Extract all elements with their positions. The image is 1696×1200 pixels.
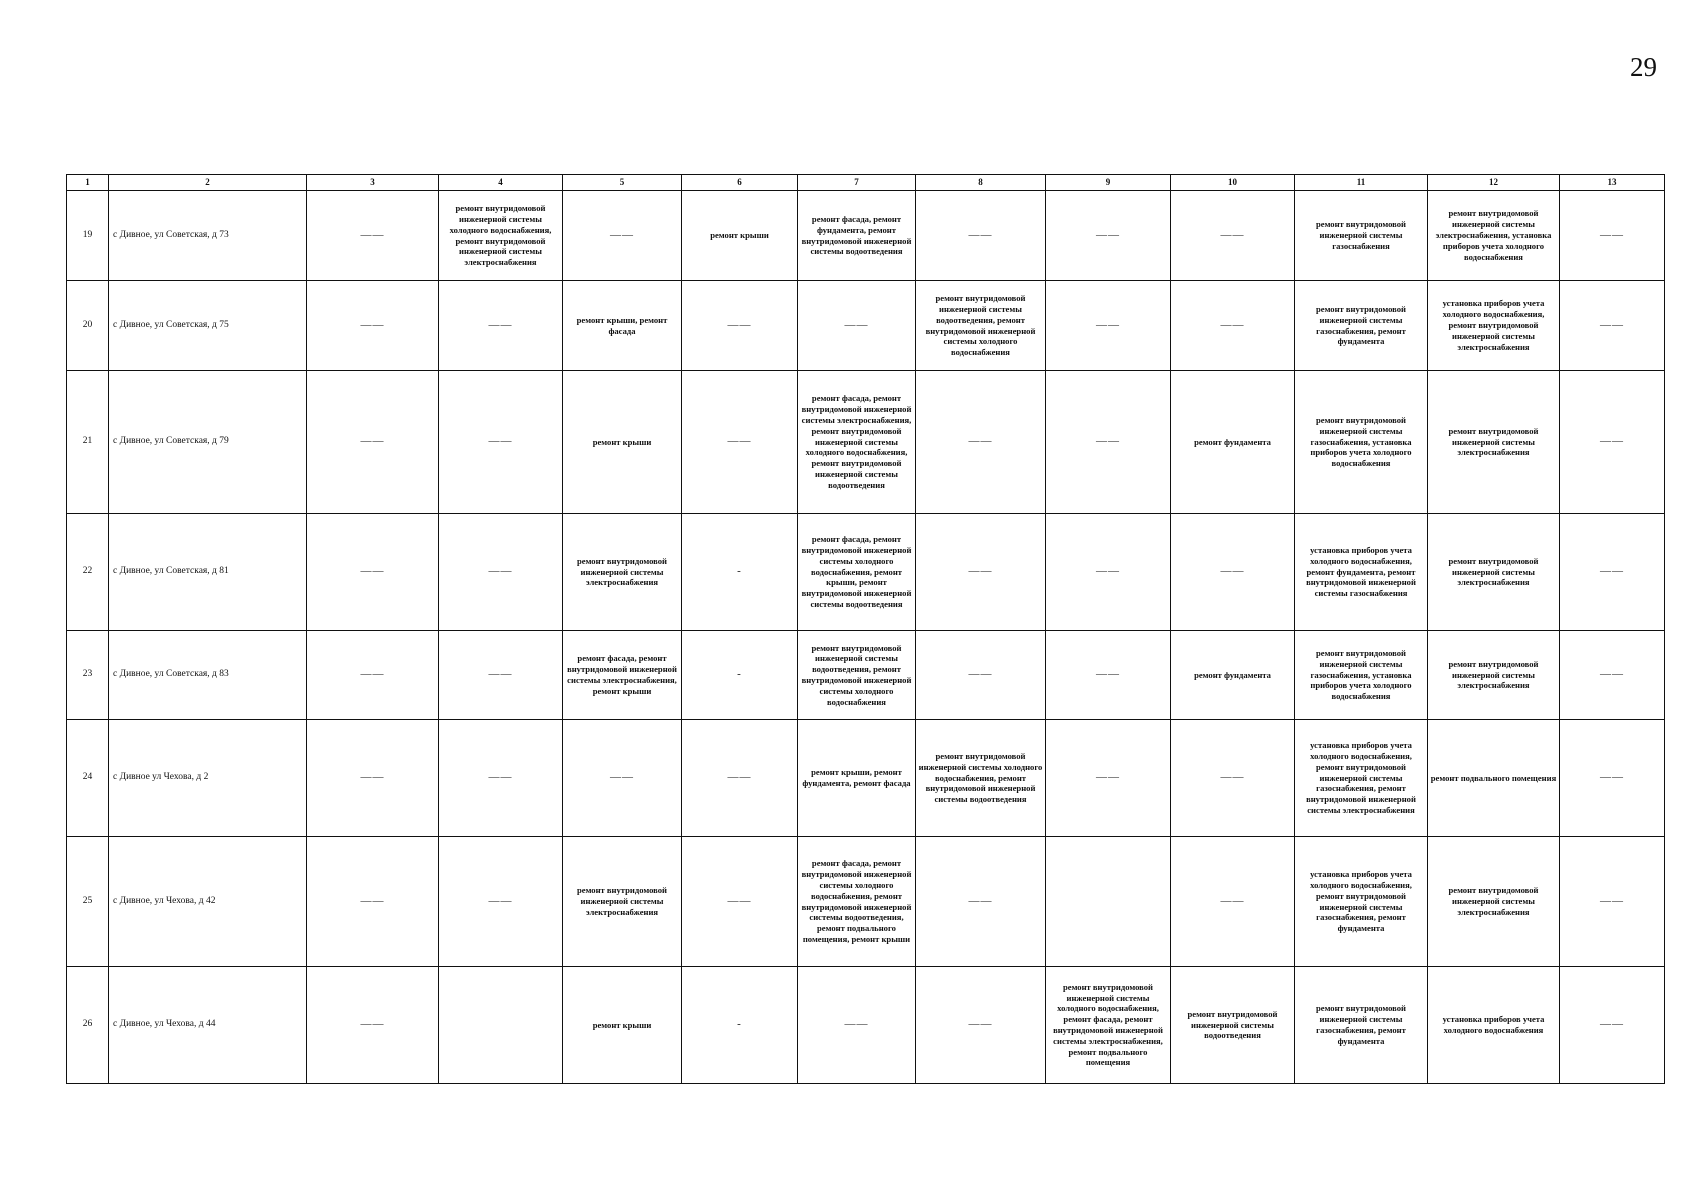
work-type-cell: ремонт фасада, ремонт внутридомовой инженерной системы холодного водоснабжения, ремонт внутридомовой инженерной системы водоотведения, ремонт подвального помещения, ремонт крыши (798, 837, 916, 967)
column-number-header: 12 (1428, 175, 1560, 191)
work-type-cell: —— (1171, 720, 1295, 837)
work-type-cell: —— (307, 631, 439, 720)
work-type-cell: установка приборов учета холодного водоснабжения, ремонт внутридомовой инженерной системы электроснабжения (1428, 281, 1560, 371)
table-row (67, 631, 1665, 720)
table-row (67, 281, 1665, 371)
work-type-cell: —— (439, 371, 563, 514)
address-cell: с Дивное, ул Чехова, д 42 (109, 837, 307, 967)
work-type-cell: —— (682, 281, 798, 371)
work-type-cell: ремонт внутридомовой инженерной системы водоотведения, ремонт внутридомовой инженерной системы холодного водоснабжения (916, 281, 1046, 371)
column-number-row (67, 175, 1665, 191)
work-type-cell: —— (1046, 191, 1171, 281)
work-type-cell: —— (916, 371, 1046, 514)
work-type-cell: —— (307, 281, 439, 371)
page-number: 29 (1630, 52, 1657, 82)
row-number-cell: 23 (67, 631, 109, 720)
work-type-cell: —— (916, 631, 1046, 720)
work-type-cell: —— (1046, 631, 1171, 720)
work-type-cell: - (682, 514, 798, 631)
work-type-cell: —— (1560, 514, 1665, 631)
work-type-cell: ремонт подвального помещения (1428, 720, 1560, 837)
work-type-cell: ремонт крыши (682, 191, 798, 281)
table-row (67, 720, 1665, 837)
work-type-cell: ремонт фундамента (1171, 631, 1295, 720)
row-number-cell: 19 (67, 191, 109, 281)
work-type-cell: ремонт внутридомовой инженерной системы водоотведения, ремонт внутридомовой инженерной системы холодного водоснабжения (798, 631, 916, 720)
address-cell: с Дивное, ул Советская, д 73 (109, 191, 307, 281)
work-type-cell: —— (307, 837, 439, 967)
work-type-cell: ремонт крыши, ремонт фасада (563, 281, 682, 371)
table-row (67, 371, 1665, 514)
work-type-cell: ремонт фасада, ремонт внутридомовой инженерной системы электроснабжения, ремонт крыши (563, 631, 682, 720)
work-type-cell: ремонт крыши (563, 371, 682, 514)
work-type-cell: —— (307, 514, 439, 631)
address-cell: с Дивное, ул Советская, д 79 (109, 371, 307, 514)
repair-schedule-table (66, 174, 1665, 1084)
column-number-header: 2 (109, 175, 307, 191)
work-type-cell: —— (916, 837, 1046, 967)
work-type-cell: —— (1171, 281, 1295, 371)
work-type-cell: —— (798, 281, 916, 371)
column-number-header: 11 (1295, 175, 1428, 191)
column-number-header: 7 (798, 175, 916, 191)
row-number-cell: 26 (67, 967, 109, 1084)
work-type-cell: —— (439, 837, 563, 967)
work-type-cell: —— (563, 191, 682, 281)
work-type-cell: —— (916, 191, 1046, 281)
work-type-cell: —— (1560, 720, 1665, 837)
work-type-cell: —— (916, 967, 1046, 1084)
work-type-cell: установка приборов учета холодного водоснабжения, ремонт внутридомовой инженерной системы газоснабжения, ремонт внутридомовой инженерной системы электроснабжения (1295, 720, 1428, 837)
column-number-header: 10 (1171, 175, 1295, 191)
work-type-cell: ремонт внутридомовой инженерной системы газоснабжения, установка приборов учета холодного водоснабжения (1295, 631, 1428, 720)
address-cell: с Дивное, ул Советская, д 75 (109, 281, 307, 371)
work-type-cell: —— (307, 967, 439, 1084)
work-type-cell: - (682, 631, 798, 720)
work-type-cell: ремонт фасада, ремонт внутридомовой инженерной системы электроснабжения, ремонт внутридомовой инженерной системы холодного водоснабжения, ремонт внутридомовой инженерной системы водоотведения (798, 371, 916, 514)
work-type-cell: —— (439, 631, 563, 720)
work-type-cell: ремонт внутридомовой инженерной системы газоснабжения, ремонт фундамента (1295, 281, 1428, 371)
work-type-cell: ремонт внутридомовой инженерной системы газоснабжения, установка приборов учета холодного водоснабжения (1295, 371, 1428, 514)
address-cell: с Дивное, ул Советская, д 81 (109, 514, 307, 631)
row-number-cell: 21 (67, 371, 109, 514)
work-type-cell: установка приборов учета холодного водоснабжения, ремонт фундамента, ремонт внутридомовой инженерной системы газоснабжения (1295, 514, 1428, 631)
table-row (67, 514, 1665, 631)
work-type-cell: —— (682, 837, 798, 967)
work-type-cell: —— (563, 720, 682, 837)
work-type-cell: —— (307, 371, 439, 514)
work-type-cell: ремонт внутридомовой инженерной системы электроснабжения (1428, 631, 1560, 720)
work-type-cell (439, 967, 563, 1084)
work-type-cell: —— (1560, 371, 1665, 514)
address-cell: с Дивное, ул Чехова, д 44 (109, 967, 307, 1084)
work-type-cell: ремонт внутридомовой инженерной системы холодного водоснабжения, ремонт фасада, ремонт внутридомовой инженерной системы электроснабжения, ремонт подвального помещения (1046, 967, 1171, 1084)
work-type-cell: ремонт внутридомовой инженерной системы электроснабжения (1428, 514, 1560, 631)
work-type-cell: —— (1046, 720, 1171, 837)
address-cell: с Дивное, ул Советская, д 83 (109, 631, 307, 720)
work-type-cell: —— (682, 371, 798, 514)
table-row (67, 837, 1665, 967)
table-body (67, 175, 1665, 1084)
row-number-cell: 24 (67, 720, 109, 837)
work-type-cell: —— (798, 967, 916, 1084)
work-type-cell: —— (1560, 631, 1665, 720)
work-type-cell: ремонт внутридомовой инженерной системы электроснабжения (563, 837, 682, 967)
work-type-cell: —— (1560, 281, 1665, 371)
column-number-header: 6 (682, 175, 798, 191)
work-type-cell: —— (1046, 281, 1171, 371)
work-type-cell: —— (1046, 514, 1171, 631)
work-type-cell: установка приборов учета холодного водоснабжения (1428, 967, 1560, 1084)
table-row (67, 191, 1665, 281)
row-number-cell: 20 (67, 281, 109, 371)
work-type-cell: ремонт фасада, ремонт фундамента, ремонт внутридомовой инженерной системы водоотведения (798, 191, 916, 281)
work-type-cell: —— (1560, 191, 1665, 281)
work-type-cell: ремонт фасада, ремонт внутридомовой инженерной системы холодного водоснабжения, ремонт крыши, ремонт внутридомовой инженерной системы водоотведения (798, 514, 916, 631)
work-type-cell: ремонт внутридомовой инженерной системы газоснабжения, ремонт фундамента (1295, 967, 1428, 1084)
work-type-cell: ремонт внутридомовой инженерной системы водоотведения (1171, 967, 1295, 1084)
work-type-cell: установка приборов учета холодного водоснабжения, ремонт внутридомовой инженерной системы газоснабжения, ремонт фундамента (1295, 837, 1428, 967)
work-type-cell: —— (439, 514, 563, 631)
work-type-cell: —— (1171, 514, 1295, 631)
work-type-cell: —— (916, 514, 1046, 631)
work-type-cell: —— (1560, 837, 1665, 967)
work-type-cell: ремонт внутридомовой инженерной системы электроснабжения (1428, 837, 1560, 967)
column-number-header: 4 (439, 175, 563, 191)
work-type-cell: ремонт внутридомовой инженерной системы электроснабжения (563, 514, 682, 631)
table-row (67, 967, 1665, 1084)
row-number-cell: 22 (67, 514, 109, 631)
work-type-cell: —— (439, 720, 563, 837)
work-type-cell: —— (439, 281, 563, 371)
work-type-cell (1046, 837, 1171, 967)
work-type-cell: —— (307, 191, 439, 281)
column-number-header: 13 (1560, 175, 1665, 191)
work-type-cell: —— (1171, 837, 1295, 967)
column-number-header: 8 (916, 175, 1046, 191)
work-type-cell: —— (1046, 371, 1171, 514)
work-type-cell: —— (1560, 967, 1665, 1084)
column-number-header: 9 (1046, 175, 1171, 191)
work-type-cell: ремонт фундамента (1171, 371, 1295, 514)
work-type-cell: ремонт крыши, ремонт фундамента, ремонт фасада (798, 720, 916, 837)
column-number-header: 1 (67, 175, 109, 191)
work-type-cell: —— (1171, 191, 1295, 281)
address-cell: с Дивное ул Чехова, д 2 (109, 720, 307, 837)
work-type-cell: ремонт внутридомовой инженерной системы электроснабжения (1428, 371, 1560, 514)
work-type-cell: ремонт внутридомовой инженерной системы холодного водоснабжения, ремонт внутридомовой инженерной системы электроснабжения (439, 191, 563, 281)
column-number-header: 3 (307, 175, 439, 191)
column-number-header: 5 (563, 175, 682, 191)
work-type-cell: ремонт внутридомовой инженерной системы холодного водоснабжения, ремонт внутридомовой инженерной системы водоотведения (916, 720, 1046, 837)
row-number-cell: 25 (67, 837, 109, 967)
work-type-cell: ремонт внутридомовой инженерной системы электроснабжения, установка приборов учета холодного водоснабжения (1428, 191, 1560, 281)
work-type-cell: ремонт внутридомовой инженерной системы газоснабжения (1295, 191, 1428, 281)
work-type-cell: ремонт крыши (563, 967, 682, 1084)
work-type-cell: —— (307, 720, 439, 837)
work-type-cell: - (682, 967, 798, 1084)
work-type-cell: —— (682, 720, 798, 837)
